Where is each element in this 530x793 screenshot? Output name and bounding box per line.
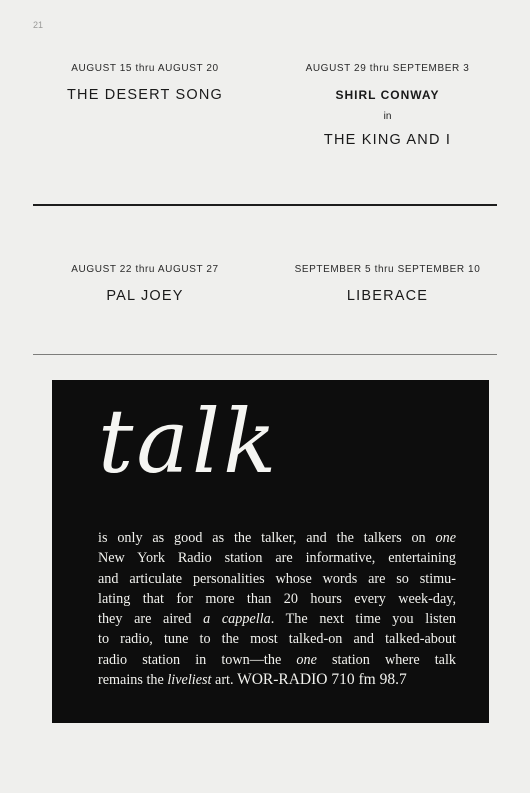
- ad-line: to radio, tune to the most talked-on and talked-about: [98, 631, 456, 648]
- listing-dates: AUGUST 29 thru SEPTEMBER 3: [305, 63, 470, 74]
- section-divider-thick: [33, 204, 497, 206]
- listing-title: THE KING AND I: [323, 132, 452, 148]
- ad-line: New York Radio station are informative, entertaining: [98, 550, 456, 567]
- page-number: 21: [33, 20, 44, 30]
- wor-radio-advertisement: [52, 380, 489, 723]
- listing-title: THE DESERT SONG: [66, 87, 224, 103]
- listing-desert-song: [40, 63, 250, 103]
- ad-headline: talk: [98, 390, 280, 493]
- section-divider-thin: [33, 354, 497, 355]
- ad-line: and articulate personalities whose words are so stimu-: [98, 570, 456, 587]
- listing-star: SHIRL CONWAY: [335, 88, 440, 102]
- station-name: WOR-RADIO 710 fm 98.7: [237, 671, 407, 689]
- ad-line: radio station in town—the one station where talk: [98, 651, 457, 668]
- listing-dates: AUGUST 15 thru AUGUST 20: [71, 63, 219, 74]
- ad-body-copy: [98, 528, 456, 690]
- listing-connector: in: [383, 111, 392, 122]
- listing-dates: AUGUST 22 thru AUGUST 27: [71, 264, 219, 275]
- listing-pal-joey: [40, 264, 250, 304]
- listing-king-and-i: [280, 63, 495, 148]
- listing-liberace: [280, 264, 495, 304]
- listing-title: LIBERACE: [346, 288, 429, 304]
- listing-dates: SEPTEMBER 5 thru SEPTEMBER 10: [294, 264, 481, 275]
- ad-line: lating that for more than 20 hours every week-day,: [98, 590, 456, 607]
- ad-line: is only as good as the talker, and the talkers on one: [98, 530, 456, 546]
- listing-title: PAL JOEY: [106, 288, 184, 304]
- ad-line: remains the liveliest art. WOR-RADIO 710 fm 98.7: [98, 671, 407, 689]
- ad-line: they are aired a cappella. The next time you listen: [98, 611, 456, 628]
